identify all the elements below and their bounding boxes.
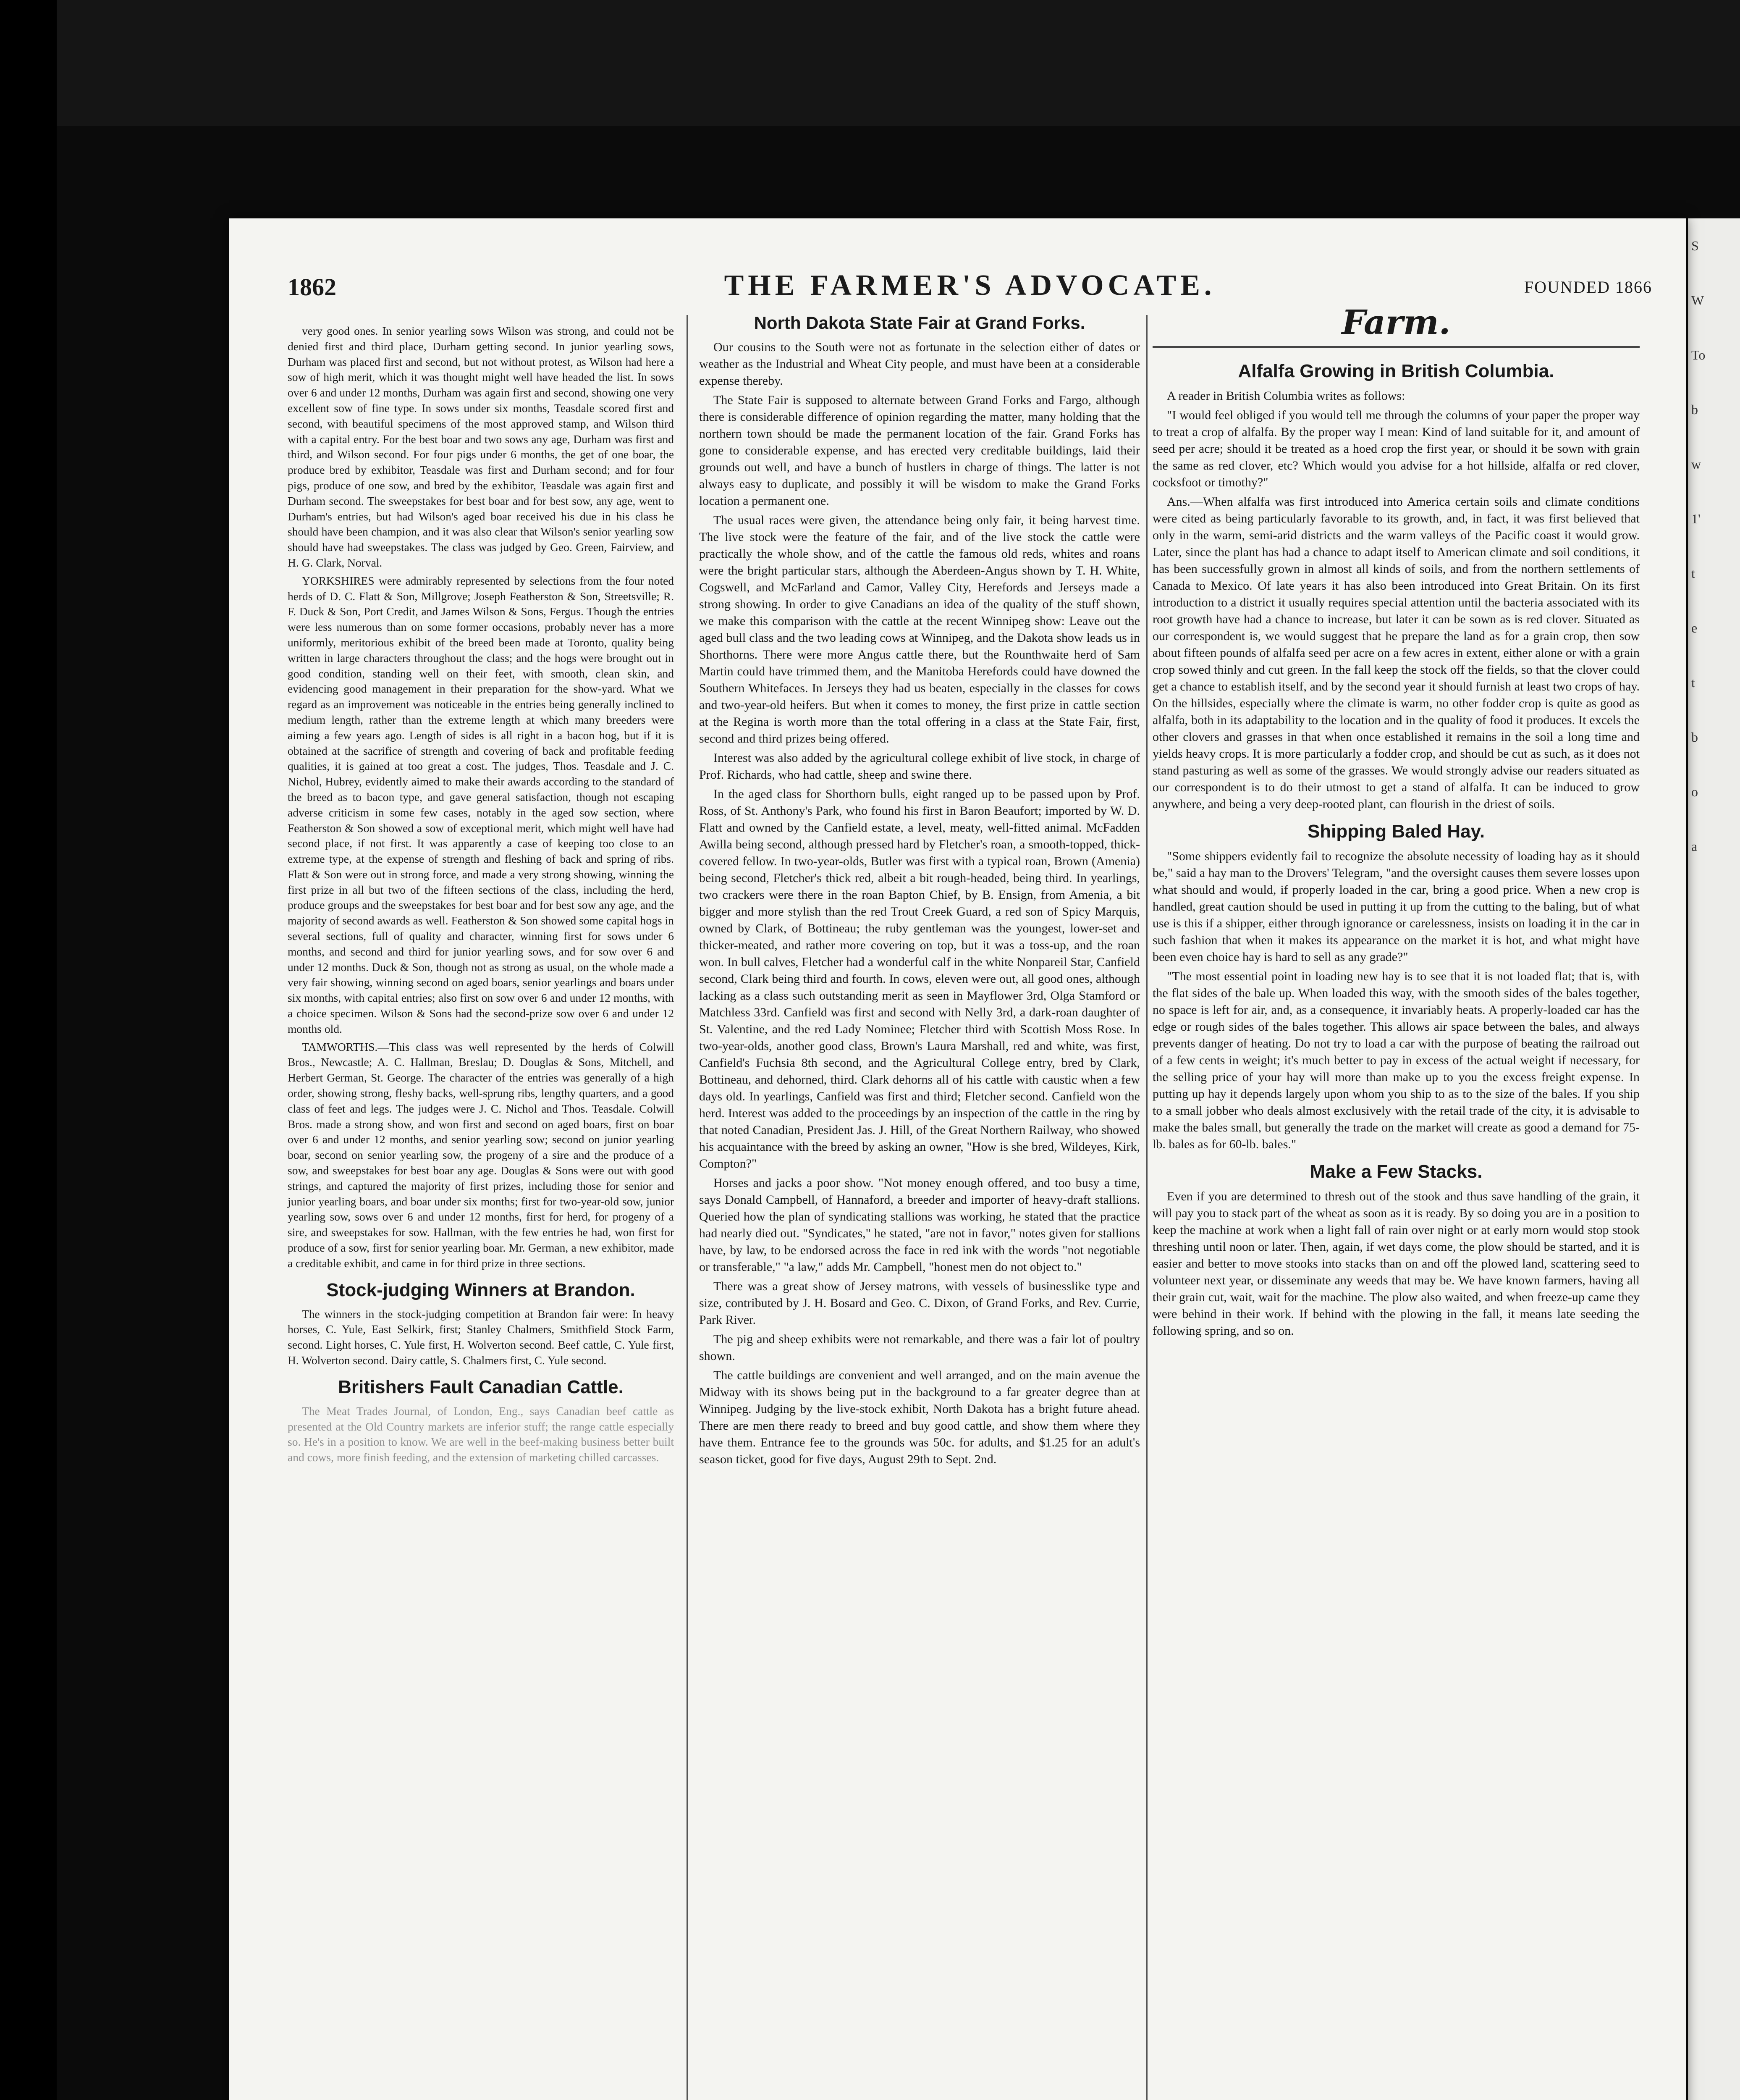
article-paragraph: A reader in British Columbia writes as follows: [1167,389,1405,403]
north-dakota-headline: North Dakota State Fair at Grand Forks. [754,313,1085,333]
heading-rule [1153,346,1640,348]
edge-letter: o [1691,784,1698,799]
article-paragraph: "I would feel obliged if you would tell me through the columns of your paper the proper way to treat a crop of alfalfa. By the proper way I mean: Kind of land suitable for it, and amount of seed per acre; should it be treated as a hoed crop the first year, or should it be sown with grain the same as red clover, etc? Which would you advise for a hot hillside, alfalfa or red clover, cocksfoot or timothy?" [1153,408,1640,489]
binding-shadow [0,0,57,2100]
column-middle [699,313,1140,1470]
masthead-title: THE FARMER'S ADVOCATE. [724,269,1216,302]
edge-letter: e [1691,620,1698,635]
edge-letter: t [1691,675,1695,690]
page-number: 1862 [288,273,336,301]
edge-letter: b [1691,730,1698,745]
article-paragraph: The Meat Trades Journal, of London, Eng., says Canadian beef cattle as presented at the Old Country markets are inferior stuff; the range cattle especially so. He's in a position to know. We are well in the beef-making business better built and cows, more finish feeding, and the extension of marketing chilled carcasses. [288,1404,674,1464]
founded-line: FOUNDED 1866 [1524,278,1652,297]
stock-judging-headline: Stock-judging Winners at Brandon. [326,1279,635,1300]
column-right [1153,302,1640,1342]
edge-letter: To [1691,347,1706,362]
article-paragraph: "The most essential point in loading new hay is to see that it is not loaded flat; that is, with the flat sides of the bale up. When loaded this way, with the smooth sides of the bales together, no space is left for air, and, as a consequence, it invariably heats. A properly-loaded car has the edge or rough sides of the bales together. This allows air space between the bales, and always prevents danger of heating. Do not try to load a car with the purpose of beating the railroad out of a few cents in weight; it's much better to pay in excess of the actual weight if necessary, for the selling price of your hay will more than make up to you the excess freight expense. In putting up hay it depends largely upon whom you ship to as to the size of the bales. If you ship to a small jobber who deals almost exclusively with the retail trade of the city, it is advisable to make the bales small, but generally the trade on the market will create as good a demand for 75-lb. bales as for 60-lb. bales." [1153,969,1640,1151]
column-rule [687,315,688,2100]
article-paragraph: Our cousins to the South were not as fortunate in the selection either of dates or weather as the Industrial and Wheat City people, and must have been at a considerable expense thereby. [699,340,1140,388]
edge-letter: t [1691,566,1695,581]
article-paragraph: "Some shippers evidently fail to recognize the absolute necessity of loading hay as it should be," said a hay man to the Drovers' Telegram, "and the oversight causes them severe losses upon what should and would, if properly loaded in the car, bring a good price. When a new crop is handled, great caution should be used in putting it up from the cutting to the baling, but of what use is this if a shipper, either through ignorance or carelessness, insists on loading it in the car in such fashion that when it makes its appearance on the market it is hot, and what might have been even choice hay is hard to sell as any grade?" [1153,849,1640,964]
edge-letter: W [1691,293,1704,308]
article-paragraph: In the aged class for Shorthorn bulls, eight ranged up to be passed upon by Prof. Ross, of St. Anthony's Park, who found his first in Baron Beaufort; imported by W. D. Flatt and owned by the Canfield estate, a level, meaty, well-fitted animal. McFadden Awilla being second, although pressed hard by Fletcher's roan, a smooth-topped, thick-covered fellow. In two-year-olds, Butler was first with a typical roan, Brown (Amenia) being second, Fletcher's thick red, albeit a bit rough-headed, being third. In yearlings, two crackers were there in the roan Bapton Chief, by B. Ensign, from Amenia, a bit bigger and more stylish than the red Trout Creek Guard, a red son of Spicy Marquis, owned by Clark, of Bottineau; the ruby gentleman was the youngest, lower-set and thicker-meated, and rather more covering on top, but it was a toss-up, and the roan won. In bull calves, Fletcher had a wonderful calf in the white Nonpareil Star, Canfield second, Clark being third and fourth. In cows, eleven were out, all good ones, although lacking as a class such outstanding merit as seen in Mayflower 3rd, Olga Stamford or Matchless 33rd. Canfield was first and second with Nelly 3rd, a dark-roan daughter of St. Valentine, and the red Lady Nominee; Fletcher third with Scottish Moss Rose. In two-year-olds, another good class, Brown's Laura Marshall, red and white, was first, Canfield's Fuchsia 8th second, and the Agricultural College entry, bred by Clark, Bottineau, and dehorned, third. Clark dehorns all of his cattle with caustic when a few days old. In yearlings, Canfield was first and third; Fletcher second. Canfield won the herd. Interest was added to the proceedings by an inspection of the cattle in the ring by that noted Canadian, President Jas. J. Hill, of the Great Northern Railway, who showed his acquaintance with the breed by asking an owner, "How is she bred, Wildeyes, Kirk, Compton?" [699,787,1140,1171]
newspaper-page [229,218,1686,2100]
alfalfa-headline: Alfalfa Growing in British Columbia. [1238,361,1554,381]
article-paragraph: Horses and jacks a poor show. "Not money enough offered, and too busy a time, says Donald Campbell, of Hannaford, a breeder and importer of heavy-draft stallions. Queried how the plan of syndicating stallions was working, he stated that the practice had nearly died out. "Syndicates," he stated, "are not in favor," notes given for stallions have, by law, to be endorsed across the face in red ink with the words "not negotiable or transferable," "a law," adds Mr. Campbell, "honest men do not object to." [699,1176,1140,1274]
faded-article [288,1404,674,1465]
edge-letter: 1' [1691,511,1701,526]
edge-letter: w [1691,457,1701,472]
edge-letter: b [1691,402,1698,417]
adjacent-page-edge [1688,218,1740,2100]
article-paragraph: TAMWORTHS.—This class was well represented by the herds of Colwill Bros., Newcastle; A. C. Hallman, Breslau; D. Douglas & Sons, Mitchell, and Herbert German, St. George. The character of the entries was generally of a high order, showing strong, fleshy backs, well-sprung ribs, lengthy quarters, and a good class of feet and legs. The judges were J. C. Nichol and Thos. Teasdale. Colwill Bros. made a strong show, and won first and second on aged boars, first on boar over 6 and under 12 months, and senior yearling sow; second on junior yearling boar, second on senior yearling sow, the progeny of a sire and the produce of a sow, and sweepstakes for best boar any age. Douglas & Sons were out with good strings, and captured the majority of first prizes, including those for senior and junior yearling boars, and boar under six months; first for two-year-old sow, junior yearling sow, sows over 6 and under 12 months, first for herd, for progeny of a sire, and sweepstakes for sow. Hallman, with the few entries he had, won first for produce of a sow, first for senior yearling boar. Mr. German, a new exhibitor, made a creditable exhibit, and came in for third prize in three sections. [288,1040,674,1270]
article-paragraph: The cattle buildings are convenient and well arranged, and on the main avenue the Midway with its shows being put in the background to a far greater degree than at Winnipeg. Judging by the live-stock exhibit, North Dakota has a bright future ahead. There are men there ready to breed and buy good cattle, and show them where they have them. Entrance fee to the grounds was 50c. for adults, and $1.25 for an adult's season ticket, good for five days, August 29th to Sept. 2nd. [699,1368,1140,1466]
page-header [288,269,1652,307]
article-paragraph: The winners in the stock-judging competition at Brandon fair were: In heavy horses, C. Yule, East Selkirk, first; Stanley Chalmers, Smithfield Stock Farm, second. Light horses, C. Yule first, H. Wolverton second. Beef cattle, C. Yule first, H. Wolverton second. Dairy cattle, S. Chalmers first, C. Yule second. [288,1307,674,1367]
column-rule [1146,315,1148,2100]
britishers-headline: Britishers Fault Canadian Cattle. [338,1376,624,1397]
intro-article [288,323,674,1271]
article-paragraph: There was a great show of Jersey matrons, with vessels of businesslike type and size, contributed by J. H. Bosard and Geo. C. Dixon, of Grand Forks, and Rev. Currie, Park River. [699,1279,1140,1327]
edge-letter: S [1691,238,1699,253]
scan-background [0,0,1740,126]
column-left [288,323,674,1468]
edge-letter: a [1691,839,1698,854]
article-paragraph: Even if you are determined to thresh out of the stook and thus save handling of the grain, it will pay you to stack part of the wheat as soon as it is ready. By so doing you are in a position to keep the machine at work when a light fall of rain over night or at early morn would stop stook threshing until noon or later. Then, again, if wet days come, the plow should be started, and it is easier and better to move stooks into stacks than on and off the plowed land, scattering seed to volunteer next year, or disseminate any weeds that may be. We have known farmers, having all their grain cut, wait, wait for the machine. The plow also waited, and when freeze-up came they were behind in their work. If behind with the plowing in the fall, it means late seeding the following spring, and so on. [1153,1189,1640,1338]
article-paragraph: very good ones. In senior yearling sows Wilson was strong, and could not be denied first and third place, Durham getting second. In junior yearling sows, Durham was placed first and second, but not without protest, as Wilson had here a sow of high merit, which it was thought might well have headed the list. In sows over 6 and under 12 months, Durham was again first and second, showing one very excellent sow of fine type. In sows under six months, Teasdale scored first and second, with beautiful specimens of the most approved stamp, and Wilson third with a capital entry. For the best boar and two sows any age, Durham was first and third, and Wilson second. For four pigs under 6 months, the get of one boar, the produce bred by exhibitor, Teasdale was first and Durham second; and for four pigs, produce of one sow, and bred by the exhibitor, Teasdale was again first and Durham second. The sweepstakes for best boar and for best sow, any age, went to Durham's entries, but had Wilson's aged boar received his due in his class he should have been champion, and it was also clear that Wilson's senior yearling sow should have had sweepstakes. The class was judged by Geo. Green, Fairview, and H. G. Clark, Norval. [288,324,674,569]
article-paragraph: YORKSHIRES were admirably represented by selections from the four noted herds of D. C. Flatt & Son, Millgrove; Joseph Featherston & Son, Streetsville; R. F. Duck & Son, Port Credit, and James Wilson & Sons, Fergus. Though the entries were less numerous than on some former occasions, probably never has a more uniformly, meritorious exhibit of the breed been made at Toronto, quality being written in large characters throughout the class; and the hogs were brought out in good condition, standing well on their feet, with smooth, clean skin, and evidencing good management in their preparation for the show-yard. What we regard as an improvement was noticeable in the entries being generally inclined to medium length, rather than the extreme length at which many breeders were aiming a few years ago. Length of sides is all right in a bacon hog, but if it is obtained at the sacrifice of strength and covering of back and profitable feeding qualities, it is gained at too great a cost. The judges, Thos. Teasdale and J. C. Nichol, Hubrey, evidently aimed to make their awards according to the standard of the breed as to bacon type, and gave general satisfaction, though not escaping adverse criticism in some few cases, notably in the aged sow section, where Featherston & Son showed a sow of exceptional merit, which might well have had second place, if not first. It was apparently a case of keeping too close to an extreme type, at the expense of strength and fleshing of back and spring of ribs. Flatt & Son were out in strong force, and made a very strong showing, winning the first prize in all but two of the fifteen sections of the class, including the herd, produce groups and the sweepstakes for best boar and for best sow any age, and the majority of second awards as well. Featherston & Son showed some capital hogs in several sections, full of quality and character, winning first for sows under 6 months, and second and third for junior yearling sows, and for sow over 6 and under 12 months. Duck & Son, though not as strong as usual, on the whole made a very fair showing, winning second on aged boars, senior yearlings and boars under six months, with capital entries; also first on sow over 6 and under 12 months, with a choice specimen. Wilson & Sons had the second-prize sow over 6 and under 12 months old. [288,574,674,1035]
article-paragraph: Interest was also added by the agricultural college exhibit of live stock, in charge of Prof. Richards, who had cattle, sheep and swine there. [699,751,1140,782]
article-paragraph: Ans.—When alfalfa was first introduced into America certain soils and climate conditions were cited as being particularly favorable to its growth, and, in fact, it was first believed that only in the warm, semi-arid districts and the warm valleys of the Pacific coast it would grow. Later, since the plant has had a chance to adapt itself to American climate and soil conditions, it has been successfully grown in almost all kinds of soils, and from the northern settlements of Canada to Mexico. Of late years it has also been introduced into Great Britain. On its first introduction to a district it usually requires special attention until the bacteria associated with its root growth have had a chance to increase, but later it can be sown as is red clover. Situated as our correspondent is, we would suggest that he prepare the land as for a grain crop, then sow about fifteen pounds of alfalfa seed per acre on a few acres in extent, either alone or with a grain crop sowed thinly and cut green. In the fall keep the stock off the fields, so that the clover could get a chance to establish itself, and by the second year it should furnish at least two crops of hay. On the hillsides, especially where the climate is warm, no other fodder crop is quite as good as alfalfa, both in its adaptability to the location and in the quality of food it produces. It excels the other clovers and grasses in that when once established it remains in the soil a long time and yields heavy crops. It is more particularly a fodder crop, and should be cut as such, as it does not stand pasturing as well as some of the grasses. We would strongly advise our readers situated as our correspondent is to do their utmost to get a stand of alfalfa. It can be induced to grow anywhere, and being a very deep-rooted plant, can flourish in the driest of soils. [1153,495,1640,811]
baled-hay-headline: Shipping Baled Hay. [1307,821,1485,842]
stacks-headline: Make a Few Stacks. [1310,1161,1483,1182]
article-paragraph: The usual races were given, the attendance being only fair, it being harvest time. The live stock were the feature of the fair, and of the live stock the cattle were practically the whole show, and of the cattle the famous old reds, whites and roans were the bright particular stars, although the Aberdeen-Angus shown by T. H. White, Cogswell, and McFarland and Camor, Valley City, Herefords and Jerseys made a strong showing. In order to give Canadians an idea of the quality of the stuff shown, we make this comparison with the cattle at the recent Winnipeg show: Leave out the aged bull class and the two leading cows at Winnipeg, and the Dakota show leads us in Shorthorns. There were more Angus cattle there, but the Rounthwaite herd of Sam Martin could have trimmed them, and the Manitoba Herefords could have downed the Southern Whitefaces. In Jerseys they had us beaten, especially in the classes for cows and two-year-old heifers. But when it comes to money, the first prize in cattle section at the Regina is worth more than the total offering in a class at the State Fair, first, second and third prizes being offered. [699,513,1140,746]
department-heading: Farm. [1342,302,1451,342]
article-paragraph: The State Fair is supposed to alternate between Grand Forks and Fargo, although there is considerable difference of opinion regarding the matter, many holding that the northern town should be made the permanent location of the fair. Grand Forks has gone to considerable expense, and has erected very creditable buildings, laid their grounds out well, and have a bunch of hustlers in charge of things. The latter is not always easy to duplicate, and possibly it will be wisdom to make the Grand Forks location a permanent one. [699,393,1140,508]
article-paragraph: The pig and sheep exhibits were not remarkable, and there was a fair lot of poultry shown. [699,1332,1140,1363]
